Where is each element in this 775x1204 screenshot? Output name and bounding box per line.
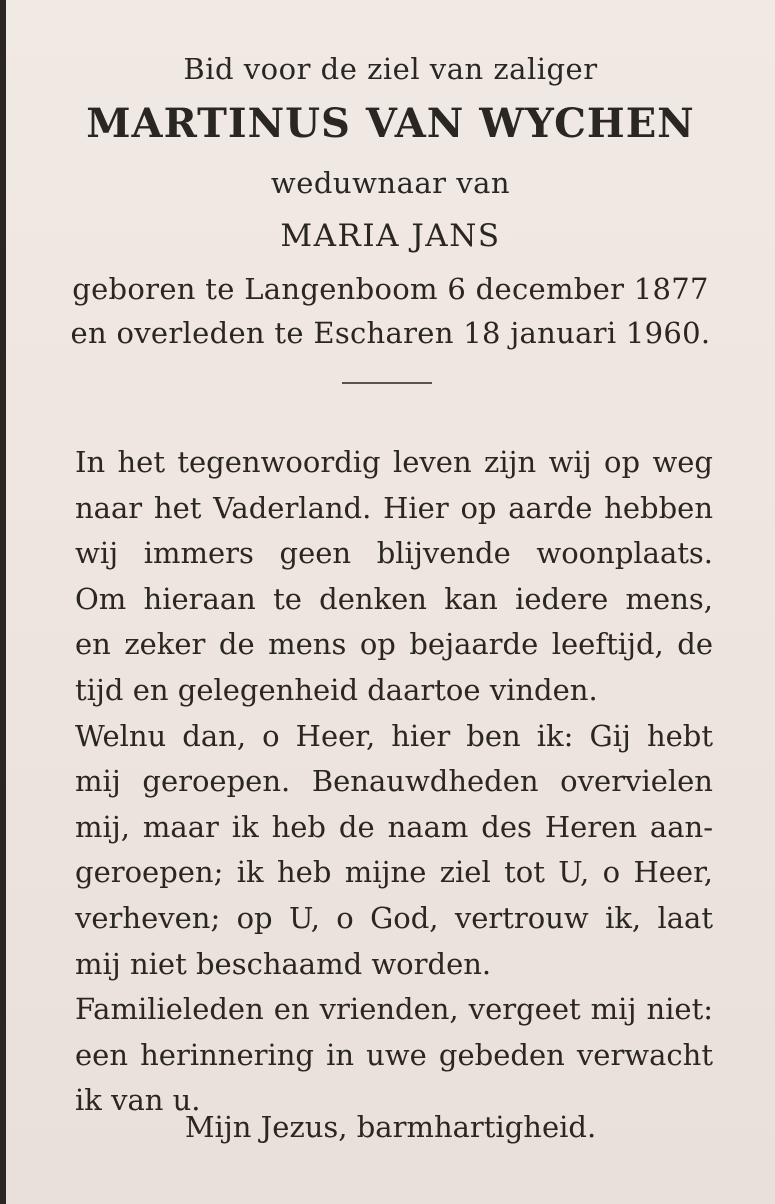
prayer-text [75, 440, 713, 1124]
prayer-line: verheven; op U, o God, vertrouw ik, laat [75, 900, 713, 935]
prayer-line: een herinnering in uwe gebeden verwacht [75, 1037, 713, 1072]
birth-line: geboren te Langenboom 6 december 1877 [72, 272, 709, 306]
prayer-line: wij immers geen blijvende woonplaats. [75, 536, 713, 571]
deceased-name: MARTINUS VAN WYCHEN [86, 100, 695, 147]
closing-invocation: Mijn Jezus, barmhartigheid. [184, 1110, 597, 1144]
prayer-line: mij niet beschaamd worden. [75, 946, 492, 981]
spouse-name: MARIA JANS [280, 218, 501, 254]
prayer-line: Om hieraan te denken kan iedere mens, [75, 581, 713, 616]
prayer-line: tijd en gelegenheid daartoe vinden. [75, 672, 598, 707]
death-line: en overleden te Escharen 18 januari 1960. [70, 316, 711, 350]
prayer-line: Welnu dan, o Heer, hier ben ik: Gij hebt [75, 718, 713, 753]
relation-line: weduwnaar van [270, 166, 511, 200]
prayer-line: geroepen; ik heb mijne ziel tot U, o Heer, [75, 855, 713, 890]
prayer-line: ik van u. [75, 1083, 201, 1118]
prayer-line: Familieleden en vrienden, vergeet mij niet: [75, 992, 713, 1027]
prayer-line: In het tegenwoordig leven zijn wij op weg [75, 445, 713, 479]
prayer-line: naar het Vaderland. Hier op aarde hebben [75, 490, 713, 525]
prayer-line: mij geroepen. Benauwdheden overvielen [75, 764, 713, 799]
intro-line: Bid voor de ziel van zaliger [183, 52, 598, 86]
divider-rule [342, 382, 432, 384]
prayer-line: mij, maar ik heb de naam des Heren aan- [75, 809, 713, 844]
prayer-line: en zeker de mens op bejaarde leeftijd, de [75, 627, 713, 662]
